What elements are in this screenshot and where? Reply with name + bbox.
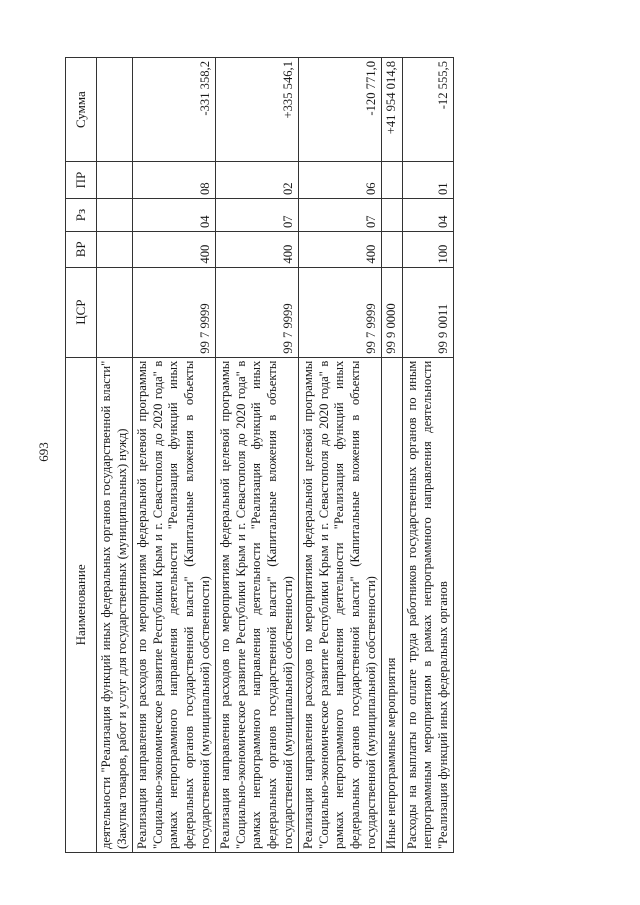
row-pr: 08 (133, 162, 216, 199)
row-name: Реализация направления расходов по мероприятиям федеральной целевой программы "Социально-экономическое развитие Республики Крым и г. Севастополя до 2020 года" в рамках непрограммного направления деятельности "Реализация функций иных федеральных органов государственной власти" (Капитальные вложения в объекты государственной (муниципальной) собственности) (299, 357, 382, 852)
table-row (216, 58, 299, 853)
row-sum (97, 58, 133, 162)
row-csr: 99 7 9999 (216, 267, 299, 357)
budget-table (65, 57, 454, 853)
row-pr: 06 (299, 162, 382, 199)
row-sum: -331 358,2 (133, 58, 216, 162)
row-sum: -12 555,5 (402, 58, 454, 162)
row-pr (97, 162, 133, 199)
budget-table-container (65, 57, 575, 853)
row-sum: -120 771,0 (299, 58, 382, 162)
row-pr (382, 162, 403, 199)
row-name: Реализация направления расходов по мероприятиям федеральной целевой программы "Социально-экономическое развитие Республики Крым и г. Севастополя до 2020 года" в рамках непрограммного направления деятельности "Реализация функций иных федеральных органов государственной власти" (Капитальные вложения в объекты государственной (муниципальной) собственности) (133, 357, 216, 852)
row-csr (97, 267, 133, 357)
table-row (402, 58, 454, 853)
row-name: Иные непрограммные мероприятия (382, 357, 403, 852)
row-csr: 99 7 9999 (133, 267, 216, 357)
header-csr: ЦСР (66, 267, 97, 357)
table-row (133, 58, 216, 853)
row-csr: 99 7 9999 (299, 267, 382, 357)
row-rz (382, 199, 403, 232)
row-csr: 99 9 0000 (382, 267, 403, 357)
row-vr (97, 232, 133, 268)
row-vr: 400 (299, 232, 382, 268)
row-rz: 07 (299, 199, 382, 232)
table-row (299, 58, 382, 853)
row-rz: 07 (216, 199, 299, 232)
row-rz: 04 (133, 199, 216, 232)
row-vr: 400 (133, 232, 216, 268)
page-number: 693 (36, 442, 51, 462)
row-name: деятельности "Реализация функций иных федеральных органов государственной власти" (Закупка товаров, работ и услуг для государственных (муниципальных) нужд) (97, 357, 133, 852)
row-pr: 02 (216, 162, 299, 199)
row-name: Реализация направления расходов по мероприятиям федеральной целевой программы "Социально-экономическое развитие Республики Крым и г. Севастополя до 2020 года" в рамках непрограммного направления деятельности "Реализация функций иных федеральных органов государственной власти" (Капитальные вложения в объекты государственной (муниципальной) собственности) (216, 357, 299, 852)
header-sum: Сумма (66, 58, 97, 162)
header-pr: ПР (66, 162, 97, 199)
row-pr: 01 (402, 162, 454, 199)
row-rz: 04 (402, 199, 454, 232)
table-header-row (66, 58, 97, 853)
row-vr: 400 (216, 232, 299, 268)
header-vr: ВР (66, 232, 97, 268)
row-sum: +41 954 014,8 (382, 58, 403, 162)
table-row (382, 58, 403, 853)
header-rz: Рз (66, 199, 97, 232)
row-vr: 100 (402, 232, 454, 268)
row-rz (97, 199, 133, 232)
row-csr: 99 9 0011 (402, 267, 454, 357)
table-row (97, 58, 133, 853)
row-sum: +335 546,1 (216, 58, 299, 162)
row-vr (382, 232, 403, 268)
row-name: Расходы на выплаты по оплате труда работников государственных органов по иным непрограммным мероприятиям в рамках непрограммного направления деятельности "Реализация функций иных федеральных органов (402, 357, 454, 852)
header-name: Наименование (66, 357, 97, 852)
